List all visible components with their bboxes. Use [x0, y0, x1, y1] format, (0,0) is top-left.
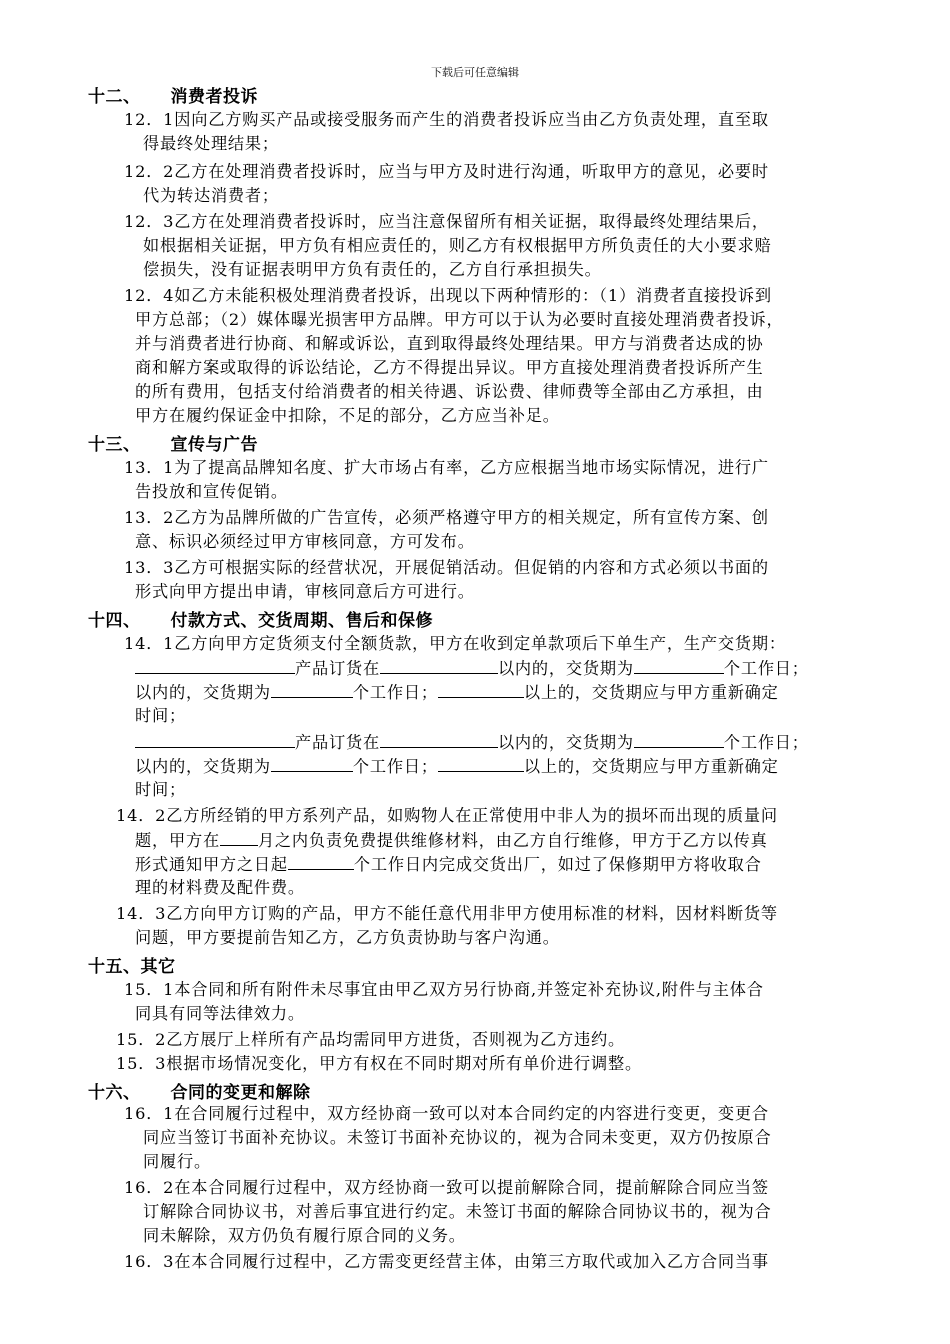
delivery-text: 产品订货在: [295, 659, 380, 678]
section-14-heading: [88, 606, 433, 631]
section-12-number: 十二、: [88, 87, 141, 107]
delivery-text: 以内的，交货期为: [135, 683, 271, 702]
section-13-title: 宣传与广告: [170, 435, 258, 455]
clause-12-3-line-1: 12．3乙方在处理消费者投诉时，应当注意保留所有相关证据，取得最终处理结果后，: [124, 212, 769, 231]
blank-field[interactable]: [288, 852, 354, 870]
section-14-title: 付款方式、交货周期、售后和保修: [170, 611, 433, 631]
clause-14-2-line-4: 理的材料费及配件费。: [135, 878, 305, 897]
delivery-text: 产品订货在: [295, 733, 380, 752]
clause-14-2-line-3: [135, 852, 762, 877]
blank-field[interactable]: [271, 680, 353, 698]
blank-field[interactable]: [634, 730, 724, 748]
clause-13-2-line-2: 意、标识必须经过甲方审核同意，方可发布。: [135, 532, 475, 551]
delivery-text: 以上的，交货期应与甲方重新确定: [523, 683, 779, 702]
delivery-text: 个工作日；: [352, 683, 438, 702]
clause-15-3: 15．3根据市场情况变化，甲方有权在不同时期对所有单价进行调整。: [116, 1054, 642, 1073]
clause-12-4-line-4: 商和解方案或取得的诉讼结论，乙方不得提出异议。甲方直接处理消费者投诉所产生: [135, 358, 764, 377]
delivery-text: 以内的，交货期为: [497, 733, 634, 752]
blank-field[interactable]: [634, 656, 724, 674]
clause-12-4-line-5: 的所有费用，包括支付给消费者的相关待遇、诉讼费、律师费等全部由乙方承担，由: [135, 382, 764, 401]
clause-14-3-line-1: 14．3乙方向甲方订购的产品，甲方不能任意代用非甲方使用标准的材料，因材料断货等: [116, 904, 778, 923]
clause-15-1-line-2: 同具有同等法律效力。: [135, 1004, 305, 1023]
section-14-number: 十四、: [88, 611, 141, 631]
delivery-text: 以内的，交货期为: [135, 757, 271, 776]
delivery-row-2-line-1: [135, 730, 809, 755]
clause-12-2-line-1: 12．2乙方在处理消费者投诉时，应当与甲方及时进行沟通，听取甲方的意见，必要时: [124, 162, 769, 181]
delivery-text: 个工作日；: [723, 659, 809, 678]
section-15-title: 十五、其它: [88, 957, 176, 977]
clause-12-1-line-2: 得最终处理结果；: [143, 134, 279, 153]
clause-14-2-line-2: [135, 828, 768, 853]
blank-field[interactable]: [380, 656, 498, 674]
blank-field[interactable]: [438, 754, 524, 772]
blank-field[interactable]: [220, 828, 258, 846]
clause-16-2-line-1: 16．2在本合同履行过程中，双方经协商一致可以提前解除合同，提前解除合同应当签: [124, 1178, 769, 1197]
warranty-text: 形式通知甲方之日起: [135, 855, 288, 874]
delivery-row-2-line-3: 时间；: [135, 780, 186, 799]
blank-field[interactable]: [135, 730, 295, 748]
blank-field[interactable]: [380, 730, 498, 748]
delivery-text: 以内的，交货期为: [497, 659, 634, 678]
clause-16-3-line-1: 16．3在本合同履行过程中，乙方需变更经营主体，由第三方取代或加入乙方合同当事: [124, 1252, 769, 1271]
blank-field[interactable]: [135, 656, 295, 674]
section-12-heading: [88, 82, 258, 107]
clause-12-4-line-3: 并与消费者进行协商、和解或诉讼，直到取得最终处理结果。甲方与消费者达成的协: [135, 334, 764, 353]
warranty-text: 题，甲方在: [135, 831, 220, 850]
clause-16-1-line-1: 16．1在合同履行过程中，双方经协商一致可以对本合同约定的内容进行变更，变更合: [124, 1104, 769, 1123]
section-15-heading: [88, 952, 176, 977]
clause-13-3-line-2: 形式向甲方提出申请，审核同意后方可进行。: [135, 582, 475, 601]
delivery-row-1-line-3: 时间；: [135, 706, 186, 725]
clause-13-1-line-1: 13．1为了提高品牌知名度、扩大市场占有率，乙方应根据当地市场实际情况，进行广: [124, 458, 769, 477]
clause-13-2-line-1: 13．2乙方为品牌所做的广告宣传，必须严格遵守甲方的相关规定，所有宣传方案、创: [124, 508, 769, 527]
delivery-text: 以上的，交货期应与甲方重新确定: [523, 757, 779, 776]
clause-14-3-line-2: 问题，甲方要提前告知乙方，乙方负责协助与客户沟通。: [135, 928, 560, 947]
clause-12-3-line-2: 如根据相关证据，甲方负有相应责任的，则乙方有权根据甲方所负责任的大小要求赔: [143, 236, 772, 255]
clause-16-2-line-2: 订解除合同协议书，对善后事宜进行约定。未签订书面的解除合同协议书的，视为合: [143, 1202, 772, 1221]
section-16-heading: [88, 1078, 311, 1103]
warranty-text: 月之内负责免费提供维修材料，由乙方自行维修，甲方于乙方以传真: [257, 831, 768, 850]
clause-16-1-line-2: 同应当签订书面补充协议。未签订书面补充协议的，视为合同未变更，双方仍按原合: [143, 1128, 772, 1147]
clause-12-4-line-2: 甲方总部；（2）媒体曝光损害甲方品牌。甲方可以于认为必要时直接处理消费者投诉，: [135, 310, 784, 329]
clause-14-1-line-1: 14．1乙方向甲方定货须支付全额货款，甲方在收到定单款项后下单生产，生产交货期：: [124, 634, 786, 653]
clause-14-2-line-1: 14．2乙方所经销的甲方系列产品，如购物人在正常使用中非人为的损坏而出现的质量问: [116, 806, 778, 825]
clause-12-4-line-6: 甲方在履约保证金中扣除，不足的部分，乙方应当补足。: [135, 406, 560, 425]
clause-13-3-line-1: 13．3乙方可根据实际的经营状况，开展促销活动。但促销的内容和方式必须以书面的: [124, 558, 769, 577]
delivery-row-1-line-1: [135, 656, 809, 681]
clause-13-1-line-2: 告投放和宣传促销。: [135, 482, 288, 501]
blank-field[interactable]: [271, 754, 353, 772]
section-13-heading: [88, 430, 258, 455]
warranty-text: 个工作日内完成交货出厂，如过了保修期甲方将收取合: [353, 855, 762, 874]
clause-16-2-line-3: 同未解除，双方仍负有履行原合同的义务。: [143, 1226, 466, 1245]
delivery-text: 个工作日；: [352, 757, 438, 776]
section-16-number: 十六、: [88, 1083, 141, 1103]
clause-15-1-line-1: 15．1本合同和所有附件未尽事宜由甲乙双方另行协商,并签定补充协议,附件与主体合: [124, 980, 764, 999]
header-note: 下载后可任意编辑: [431, 66, 519, 79]
clause-12-3-line-3: 偿损失，没有证据表明甲方负有责任的，乙方自行承担损失。: [143, 260, 602, 279]
delivery-row-2-line-2: [135, 754, 779, 779]
section-13-number: 十三、: [88, 435, 141, 455]
clause-12-1-line-1: 12．1因向乙方购买产品或接受服务而产生的消费者投诉应当由乙方负责处理，直至取: [124, 110, 769, 129]
section-12-title: 消费者投诉: [170, 87, 258, 107]
clause-12-4-line-1: 12．4如乙方未能积极处理消费者投诉，出现以下两种情形的：（1）消费者直接投诉到: [124, 286, 772, 305]
delivery-text: 个工作日；: [723, 733, 809, 752]
section-16-title: 合同的变更和解除: [170, 1083, 311, 1103]
clause-16-1-line-3: 同履行。: [143, 1152, 211, 1171]
clause-15-2: 15．2乙方展厅上样所有产品均需同甲方进货，否则视为乙方违约。: [116, 1030, 625, 1049]
blank-field[interactable]: [438, 680, 524, 698]
clause-12-2-line-2: 代为转达消费者；: [143, 186, 279, 205]
delivery-row-1-line-2: [135, 680, 779, 705]
